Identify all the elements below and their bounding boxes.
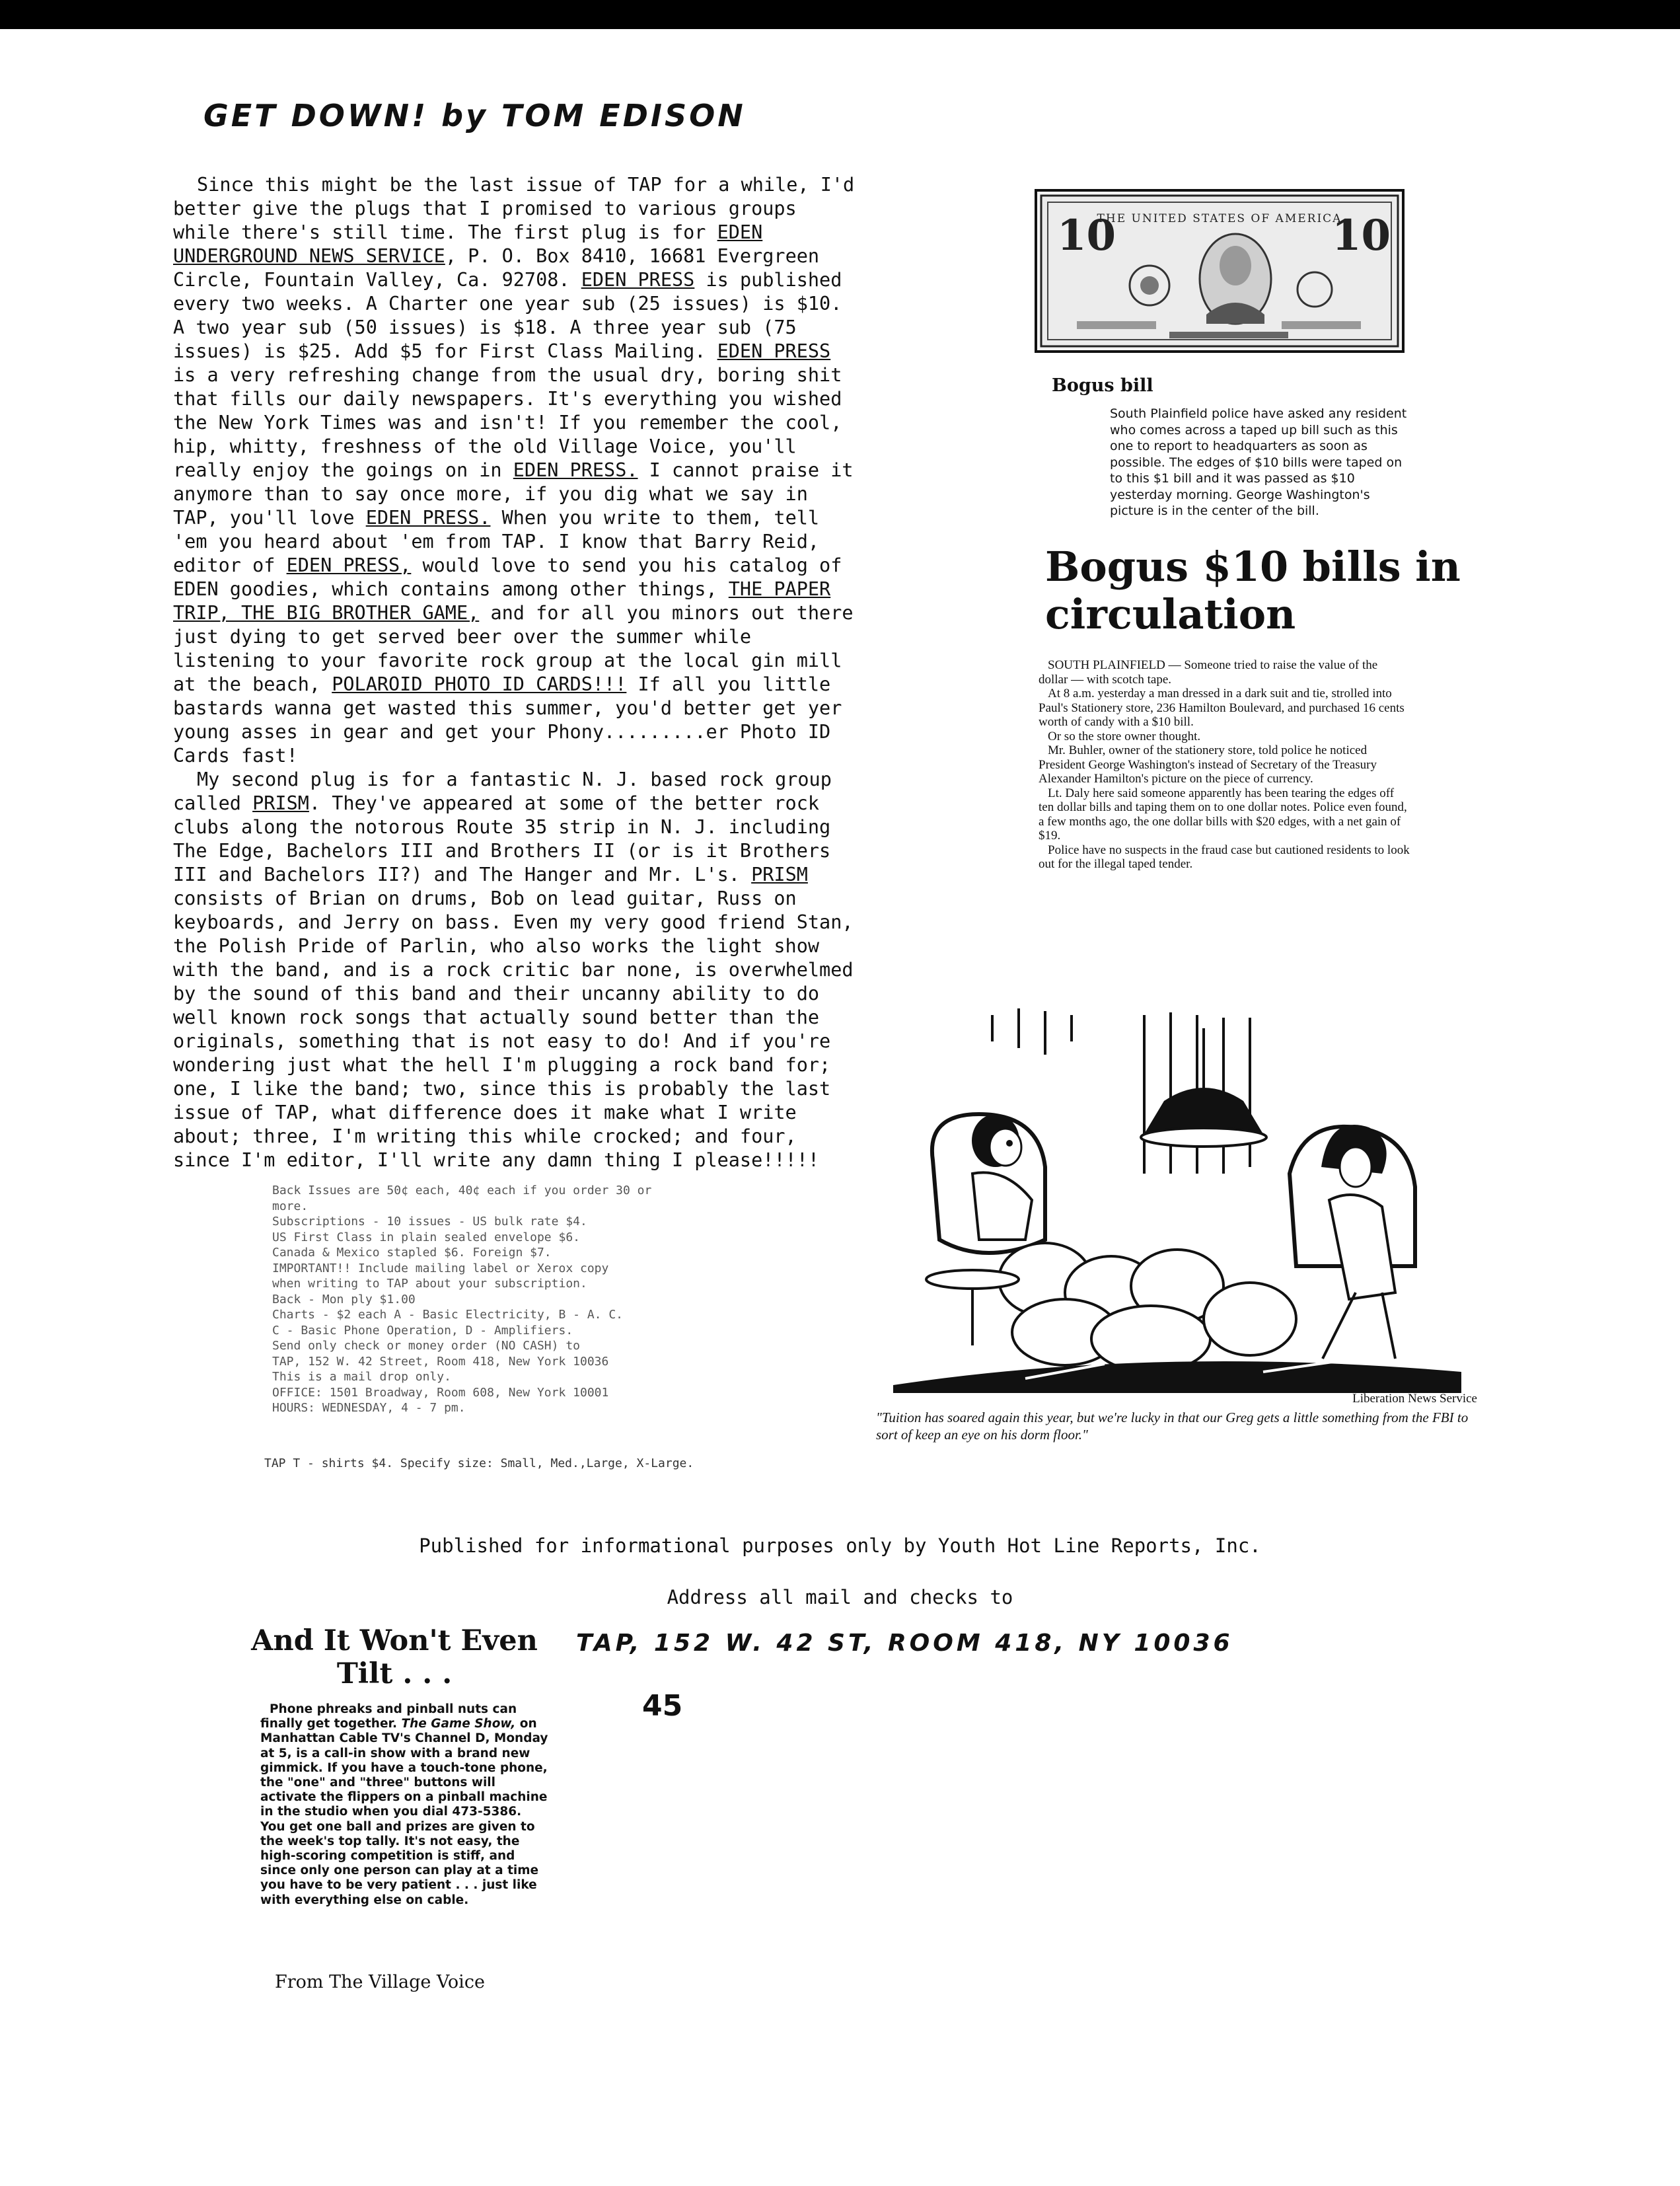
tilt-headline: And It Won't Even Tilt . . . — [251, 1624, 538, 1690]
underlined-plug: EDEN PRESS — [581, 269, 695, 291]
info-line: US First Class in plain sealed envelope $6. — [272, 1230, 580, 1244]
article-headline: GET DOWN! by TOM EDISON — [203, 98, 746, 133]
tilt-body-rest: on Manhattan Cable TV's Channel D, Monday at 5, is a call-in show with a brand new gimmick. If you have a touch-tone phone, the "one" and "three" buttons will activate the flippers on a pinball machine in the studio when you dial 473-5386. You get one ball and prizes are given to the week's top tally. It's not easy, the high-scoring competition is stiff, and since only one person can play at a time you have to be very patient . . . just like with everything else on cable. — [260, 1717, 548, 1907]
underlined-plug: EDEN PRESS. — [365, 507, 491, 529]
article-paragraph-1 — [173, 173, 864, 768]
news-paragraph: Mr. Buhler, owner of the stationery store, told police he noticed President George Washington's instead of Secretary of the Treasury Alexander Hamilton's picture on the piece of currency. — [1039, 743, 1377, 786]
underlined-plug: EDEN PRESS, — [286, 554, 412, 576]
main-article — [173, 173, 864, 1172]
bogus-bill-photo — [1035, 189, 1405, 353]
info-line: OFFICE: 1501 Broadway, Room 608, New York 10001 — [272, 1385, 609, 1400]
cartoon-credit: Liberation News Service — [1352, 1392, 1477, 1406]
info-line: Charts - $2 each A - Basic Electricity, B - A. C. — [272, 1308, 624, 1322]
underlined-plug: EDEN PRESS — [717, 340, 831, 362]
underlined-plug: EDEN PRESS. — [513, 459, 638, 481]
article-text: I cannot praise it anymore than to say once more, if you dig what we say in TAP, you'll love — [173, 459, 854, 529]
underlined-plug: EDEN UNDERGROUND NEWS SERVICE — [173, 221, 763, 267]
dollar-bill-illustration — [1037, 192, 1402, 350]
info-line: Send only check or money order (NO CASH) to — [272, 1339, 580, 1353]
article-text: . They've appeared at some of the better rock clubs along the notorous Route 35 strip in N. J. including The Edge, Bachelors III and Brothers II (or is it Brothers III and Bachelors II?) and The Hanger and Mr. L's. — [173, 792, 831, 886]
news-paragraph: Or so the store owner thought. — [1048, 729, 1201, 743]
info-line: IMPORTANT!! Include mailing label or Xerox copy — [272, 1261, 609, 1275]
article-text: consists of Brian on drums, Bob on lead guitar, Russ on keyboards, and Jerry on bass. Even my very good friend Stan, the Polish Pride of Parlin, who also works the light show with the band, and is a rock critic bar none, is overwhelmed by the sound of this band and their uncanny ability to do well known rock songs that actually sound better than the originals, something that is not easy to do! And if you're wondering just what the hell I'm plugging a rock band for; one, I like the band; two, since this is probably the last issue of TAP, what difference does it make what I write about; three, I'm writing this while crocked; and four, since I'm editor, I'll write any damn thing I please!!!!! — [173, 887, 854, 1171]
info-line: when writing to TAP about your subscription. — [272, 1277, 587, 1291]
underlined-plug: PRISM — [751, 864, 808, 886]
page-number: 45 — [642, 1689, 683, 1723]
info-line: Back Issues are 50¢ each, 40¢ each if you order 30 or — [272, 1184, 652, 1197]
info-line: C - Basic Phone Operation, D - Amplifiers. — [272, 1323, 573, 1338]
subscription-info — [272, 1183, 708, 1416]
address-label: Address all mail and checks to — [667, 1586, 1013, 1608]
tilt-paragraph — [260, 1702, 550, 1908]
show-title: The Game Show, — [401, 1717, 516, 1731]
cartoon-drawing — [893, 1002, 1461, 1393]
cartoon-caption: "Tuition has soared again this year, but we're lucky in that our Greg gets a little something from the FBI to sort of keep an eye on his dorm floor." — [876, 1410, 1469, 1443]
bill-caption-body: South Plainfield police have asked any resident who comes across a taped up bill such as this one to report to headquarters as soon as possible. The edges of $10 bills were taped on to this $1 bill and it was passed as $10 yesterday morning. George Washington's picture is in the center of the bill. — [1110, 406, 1407, 518]
news-paragraph: Lt. Daly here said someone apparently has been tearing the edges off ten dollar bills and taping them on to one dollar notes. Police even found, a few months ago, the one dollar bills with $20 edges, with a net gain of $19. — [1039, 786, 1407, 843]
mailing-address: TAP, 152 W. 42 ST, ROOM 418, NY 10036 — [576, 1630, 1233, 1657]
news-paragraph: At 8 a.m. yesterday a man dressed in a dark suit and tie, strolled into Paul's Stationery store, 236 Hamilton Boulevard, and purchased 16 cents worth of candy with a $10 bill. — [1039, 687, 1405, 729]
tilt-source: From The Village Voice — [275, 1972, 485, 1992]
tilt-body-intro: Phone phreaks and pinball nuts can finally get together. — [260, 1702, 517, 1731]
info-line: Back - Mon ply $1.00 — [272, 1292, 416, 1306]
article-text: is published every two weeks. A Charter one year sub (25 issues) is $10. A two year sub (50 issues) is $18. A three year sub (75 issues) is $25. Add $5 for First Class Mailing. — [173, 269, 842, 362]
article-text: If all you little bastards wanna get wasted this summer, you'd better get yer young asses in gear and get your Phony.........er Photo ID Cards fast! — [173, 673, 842, 767]
article-text: is a very refreshing change from the usual dry, boring shit that fills our daily newspapers. It's everything you wished the New York Times was and isn't! If you remember the cool, hip, whitty, freshness of the old Village Voice, you'll really enjoy the goings on in — [173, 364, 842, 481]
bogus-bills-article — [1039, 658, 1410, 872]
info-line: Canada & Mexico stapled $6. Foreign $7. — [272, 1246, 552, 1260]
article-text: Since this might be the last issue of TAP for a while, I'd better give the plugs that I promised to various groups while there's still time. The first plug is for — [173, 174, 855, 243]
cartoon-illustration — [893, 1002, 1461, 1393]
publisher-notice: Published for informational purposes only by Youth Hot Line Reports, Inc. — [419, 1534, 1261, 1557]
article-paragraph-2 — [173, 768, 864, 1172]
news-paragraph: Police have no suspects in the fraud case but cautioned residents to look out for the illegal taped tender. — [1039, 843, 1410, 871]
article-text: My second plug is for a fantastic N. J. based rock group called — [173, 769, 832, 814]
info-line: Subscriptions - 10 issues - US bulk rate $4. — [272, 1215, 587, 1228]
top-black-bar — [0, 0, 1680, 29]
tshirt-notice: TAP T - shirts $4. Specify size: Small, Med.,Large, X-Large. — [264, 1456, 694, 1470]
article-text: and for all you minors out there just dying to get served beer over the summer while listening to your favorite rock group at the local gin mill at the beach, — [173, 602, 854, 695]
bill-denomination-right: 10 — [1332, 211, 1391, 260]
underlined-plug: PRISM — [252, 792, 309, 814]
info-line: This is a mail drop only. — [272, 1370, 451, 1384]
news-paragraph: SOUTH PLAINFIELD — Someone tried to raise the value of the dollar — with scotch tape. — [1039, 658, 1378, 687]
article-text: When you write to them, tell 'em you heard about 'em from TAP. I know that Barry Reid, editor of — [173, 507, 820, 576]
underlined-plug: THE PAPER TRIP, THE BIG BROTHER GAME, — [173, 578, 831, 624]
article-text: , P. O. Box 8410, 16681 Evergreen Circle, Fountain Valley, Ca. 92708. — [173, 245, 820, 291]
tilt-article — [260, 1702, 550, 1908]
bogus-bills-headline: Bogus $10 bills in circulation — [1045, 543, 1461, 638]
info-line: TAP, 152 W. 42 Street, Room 418, New York 10036 — [272, 1354, 609, 1369]
bill-caption-title: Bogus bill — [1052, 375, 1153, 396]
underlined-plug: POLAROID PHOTO ID CARDS!!! — [332, 673, 627, 695]
info-line: HOURS: WEDNESDAY, 4 - 7 pm. — [272, 1401, 466, 1415]
article-text: would love to send you his catalog of EDEN goodies, which contains among other things, — [173, 554, 842, 600]
info-line: more. — [272, 1199, 309, 1213]
bill-banner: THE UNITED STATES OF AMERICA — [1097, 212, 1342, 225]
bill-denomination-left: 10 — [1057, 211, 1116, 260]
